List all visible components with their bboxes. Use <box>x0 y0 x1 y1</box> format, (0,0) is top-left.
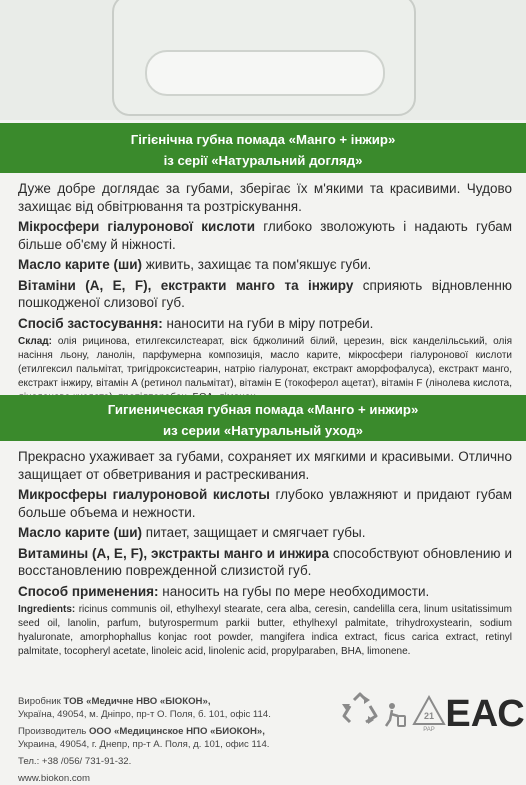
ua-maker-label: Виробник <box>18 696 61 707</box>
eac-mark-text: ЕАС <box>445 693 525 735</box>
ru-usage-text: наносить на губы по мере необходимости. <box>158 583 430 599</box>
ru-paragraph-4 <box>18 545 512 580</box>
ua-title-line1: Гігієнічна губна помада «Манго + інжир» <box>130 132 396 147</box>
ua-paragraph-2 <box>18 218 512 253</box>
eac-mark-icon <box>445 684 525 735</box>
ua-paragraph-3 <box>18 256 512 274</box>
ua-ingredients-text: олія рицинова, етилгексилстеарат, віск бджолиний білий, церезин, віск канделільський, олія насіння льону, ланолін, парфумерна композиція, масло карите, мікросфери гіалуронової кислоти (етилгексил пальмітат, тригідроксистеарин, натрію гіалуронат, екстракт аморфофалуса), екстракт манго, екстракт інжиру, вітамін А (ретинол пальмітат), вітамін Е (токоферол ацетат), вітамін F (лінолева кислота, <box>18 336 512 389</box>
ua-usage-text: наносити на губи в міру потреби. <box>162 315 374 331</box>
ua-maker-name: ТОВ «Медичне НВО «БІОКОН», <box>60 696 211 707</box>
ru-p3-bold: Масло карите (ши) <box>18 525 143 540</box>
ua-title-line2: із серії «Натуральний догляд» <box>163 153 363 168</box>
ru-ingredients <box>18 603 512 659</box>
ua-p3-bold: Масло карите (ши) <box>18 257 143 272</box>
ua-p4-bold: Вітаміни (А, Е, F), екстракти манго та інжиру <box>18 277 354 293</box>
ru-usage <box>18 583 512 601</box>
recycle-icon <box>340 692 380 726</box>
ua-address: Україна, 49054, м. Дніпро, пр-т О. Поля, б. 101, офіс 114. <box>18 709 271 720</box>
ru-p2-text: глубоко увлажняют и придают губам больше объема и нежности. <box>18 487 513 520</box>
ua-usage <box>18 315 512 333</box>
ua-p3-text: живить, захищає та пом'якшує губи. <box>142 257 372 272</box>
recycle-code-icon <box>411 694 447 733</box>
ru-usage-label: Способ применения: <box>18 583 159 599</box>
recycle-code-text: 21 <box>423 711 435 721</box>
ua-p2-text: глибоко зволожують і надають губам більше об'єму й ніжності. <box>18 219 512 252</box>
ru-p2-bold: Микросферы гиалуроновой кислоты <box>18 487 270 502</box>
ua-paragraph-4 <box>18 277 512 312</box>
ua-ingredients-label: Склад: <box>18 336 52 347</box>
tidyman-icon <box>380 700 410 730</box>
ua-p1-text: Дуже добре доглядає за губами, зберігає їх м'якими та красивими. Чудово захищає від обвітрювання та розтріскування. <box>18 181 512 214</box>
ru-p4-text: способствуют обновлению и восстановлению поврежденной слизистой губ. <box>18 545 512 578</box>
ru-maker-row <box>18 725 318 738</box>
ru-paragraph-3 <box>18 524 512 542</box>
ua-paragraph-1 <box>18 180 512 215</box>
phone: Тел.: +38 /056/ 731-91-32. <box>18 756 132 767</box>
manufacturer-info <box>18 695 318 785</box>
ru-title-line2: из серии «Натуральный уход» <box>162 423 364 438</box>
ua-usage-label: Спосіб застосування: <box>18 315 163 331</box>
hanger-area <box>0 0 526 120</box>
ua-title-band <box>0 123 526 173</box>
website: www.biokon.com <box>18 773 90 784</box>
ua-p4-text: сприяють відновленню пошкодженої слизової губ. <box>18 277 512 310</box>
ru-p4-bold: Витамины (А, Е, F), экстракты манго и инжира <box>18 545 330 561</box>
ru-title-band <box>0 395 526 441</box>
ru-ingredients-label: Ingredients: <box>18 604 76 615</box>
ru-paragraph-2 <box>18 486 512 521</box>
hanger-slot <box>145 50 385 96</box>
recycle-code-label: PAP <box>423 727 435 733</box>
ru-maker-name: ООО «Медицинское НПО «БИОКОН», <box>86 726 265 737</box>
ua-description <box>18 180 512 405</box>
ru-address: Украина, 49054, г. Днепр, пр-т А. Поля, д. 101, офис 114. <box>18 739 270 750</box>
ru-paragraph-1 <box>18 448 512 483</box>
ru-p3-text: питает, защищает и смягчает губы. <box>142 525 366 540</box>
ru-maker-label: Производитель <box>18 726 87 737</box>
ru-description <box>18 448 512 659</box>
ru-p1-text: Прекрасно ухаживает за губами, сохраняет их мягкими и красивыми. Отлично защищает от обветривания и растрескивания. <box>18 449 512 482</box>
ua-p2-bold: Мікросфери гіалуронової кислоти <box>18 219 256 234</box>
ru-title-line1: Гигиеническая губная помада «Манго + инжир» <box>107 402 419 417</box>
ua-maker-row <box>18 695 318 708</box>
ru-ingredients-text: ricinus communis oil, ethylhexyl stearate, cera alba, ceresin, candelilla cera, linum usitatissimum seed oil, lanolin, parfum, butyrospermum parkii butter, ethylhexyl palmitate, trihydroxystearin, sodium hyaluronate, amorphophallus konjac root powder, mangifera indica extract, ficus carica extract, retinyl palmitate, tocopheryl acetate, linoleic acid, linolenic acid, propylparaben, BHA, limonene. <box>18 604 512 657</box>
